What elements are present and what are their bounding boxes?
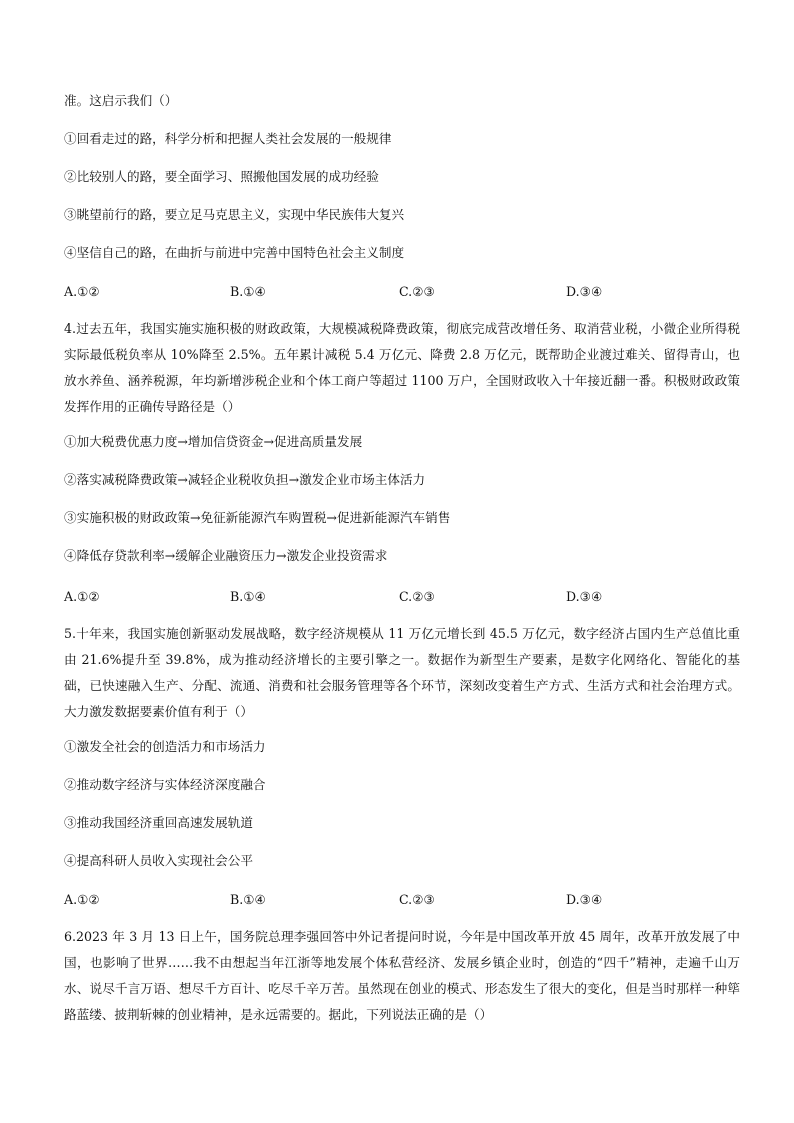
q3-option-4: ④坚信自己的路，在曲折与前进中完善中国特色社会主义制度 [64, 245, 405, 260]
q3-stem-tail: 准。这启示我们（） [64, 93, 178, 108]
q3-choice-c: C.②③ [399, 284, 435, 299]
q3-choice-a: A.①② [64, 284, 100, 299]
q5-option-2: ②推动数字经济与实体经济深度融合 [64, 777, 266, 792]
q3-choice-b: B.①④ [230, 284, 266, 299]
q5-option-3: ③推动我国经济重回高速发展轨道 [64, 815, 253, 830]
q5-choice-c: C.②③ [399, 892, 435, 907]
q5-option-1: ①激发全社会的创造活力和市场活力 [64, 739, 266, 754]
q5-choice-d: D.③④ [566, 892, 603, 907]
q4-option-2: ②落实减税降费政策→减轻企业税收负担→激发企业市场主体活力 [64, 472, 426, 487]
q5-choice-b: B.①④ [230, 892, 266, 907]
q3-answer-choices [64, 284, 740, 300]
q4-choice-a: A.①② [64, 589, 100, 604]
q5-option-4: ④提高科研人员收入实现社会公平 [64, 853, 253, 868]
q4-option-1: ①加大税费优惠力度→增加信贷资金→促进高质量发展 [64, 434, 363, 449]
q4-choice-c: C.②③ [399, 589, 435, 604]
q3-choice-d: D.③④ [566, 284, 603, 299]
q3-option-2: ②比较别人的路，要全面学习、照搬他国发展的成功经验 [64, 169, 379, 184]
q3-option-3: ③眺望前行的路，要立足马克思主义，实现中华民族伟大复兴 [64, 207, 405, 222]
q3-option-1: ①回看走过的路，科学分析和把握人类社会发展的一般规律 [64, 131, 392, 146]
q4-option-3: ③实施积极的财政政策→免征新能源汽车购置税→促进新能源汽车销售 [64, 510, 451, 525]
q4-choice-b: B.①④ [230, 589, 266, 604]
q5-stem: 5.十年来，我国实施创新驱动发展战略，数字经济规模从 11 万亿元增长到 45.5 万亿元，数字经济占国内生产总值比重由 21.6%提升至 39.8%，成为推动经济增长的主要引擎之一。数据作为新型生产要素，是数字化网络化、智能化的基础，已快速融入生产、分配、流通、消费和社会服务管理等各个环节，深刻改变着生产方式、生活方式和社会治理方式。大力激发数据要素价值有利于（） [64, 626, 740, 719]
q5-choice-a: A.①② [64, 892, 100, 907]
q4-option-4: ④降低存贷款利率→缓解企业融资压力→激发企业投资需求 [64, 548, 388, 563]
q4-answer-choices [64, 589, 740, 605]
q4-stem: 4.过去五年，我国实施实施积极的财政政策，大规模减税降费政策，彻底完成营改增任务、取消营业税，小微企业所得税实际最低税负率从 10%降至 2.5%。五年累计减税 5.4 万亿元、降费 2.8 万亿元，既帮助企业渡过难关、留得青山，也放水养鱼、涵养税源，年均新增涉税企业和个体工商户等超过 1100 万户，全国财政收入十年接近翻一番。积极财政政策发挥作用的正确传导路径是（） [64, 321, 740, 414]
q4-choice-d: D.③④ [566, 589, 603, 604]
q6-stem: 6.2023 年 3 月 13 日上午，国务院总理李强回答中外记者提问时说，今年是中国改革开放 45 周年，改革开放发展了中国，也影响了世界……我不由想起当年江浙等地发展个体私营经济、发展乡镇企业时，创造的“四千”精神，走遍千山万水、说尽千言万语、想尽千方百计、吃尽千辛万苦。虽然现在创业的模式、形态发生了很大的变化，但是当时那样一种筚路蓝缕、披荆斩棘的创业精神，是永远需要的。据此，下列说法正确的是（） [64, 929, 740, 1022]
q5-answer-choices [64, 892, 740, 908]
